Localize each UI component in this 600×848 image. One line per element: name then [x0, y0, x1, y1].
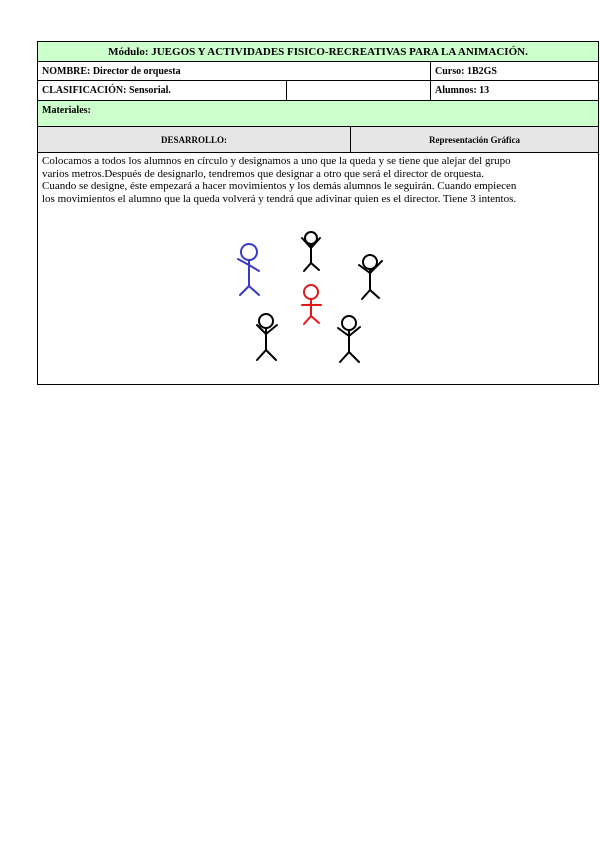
description-line: los movimientos el alumno que la queda volverá y tendrá que adivinar quien es el director. Tiene 3 intentos.: [42, 192, 517, 205]
alumnos-field: Alumnos: 13: [430, 81, 598, 100]
empty-cell: [286, 81, 430, 100]
desarrollo-header: DESARROLLO:: [160, 134, 227, 145]
materiales-field: Materiales:: [42, 105, 91, 116]
description-line: Colocamos a todos los alumnos en círculo y designamos a uno que la queda y se tiene que alejar del grupo: [42, 155, 511, 167]
clasificacion-field: CLASIFICACIÓN: Sensorial.: [42, 85, 171, 96]
director-figure: [302, 285, 321, 324]
description-line: varios metros.Después de designarlo, tendremos que designar a otro que será el director de orquesta.: [42, 167, 484, 180]
stick-figures-drawing: [38, 153, 598, 384]
student-figure-left-blue: [238, 244, 259, 295]
nombre-field: NOMBRE: Director de orquesta: [42, 65, 181, 77]
materiales-row: [37, 100, 599, 127]
student-figure-bottom-left: [257, 314, 277, 360]
module-row: [37, 41, 599, 62]
student-figure-top: [302, 232, 320, 271]
student-figure-bottom-right: [338, 316, 360, 362]
body-row: [37, 152, 599, 385]
description-line: Cuando se designe, éste empezará a hacer movimientos y los demás alumnos le seguirán. Cuando empiecen: [42, 180, 517, 192]
section-header-row: [37, 126, 599, 153]
nombre-row: [37, 61, 599, 81]
student-figure-right: [359, 255, 382, 299]
representacion-header: Representación Gráfica: [350, 127, 598, 152]
module-title: Módulo: JUEGOS Y ACTIVIDADES FISICO-RECREATIVAS PARA LA ANIMACIÓN.: [108, 45, 528, 58]
curso-field: Curso: 1B2GS: [430, 62, 598, 80]
clasificacion-row: [37, 80, 599, 101]
